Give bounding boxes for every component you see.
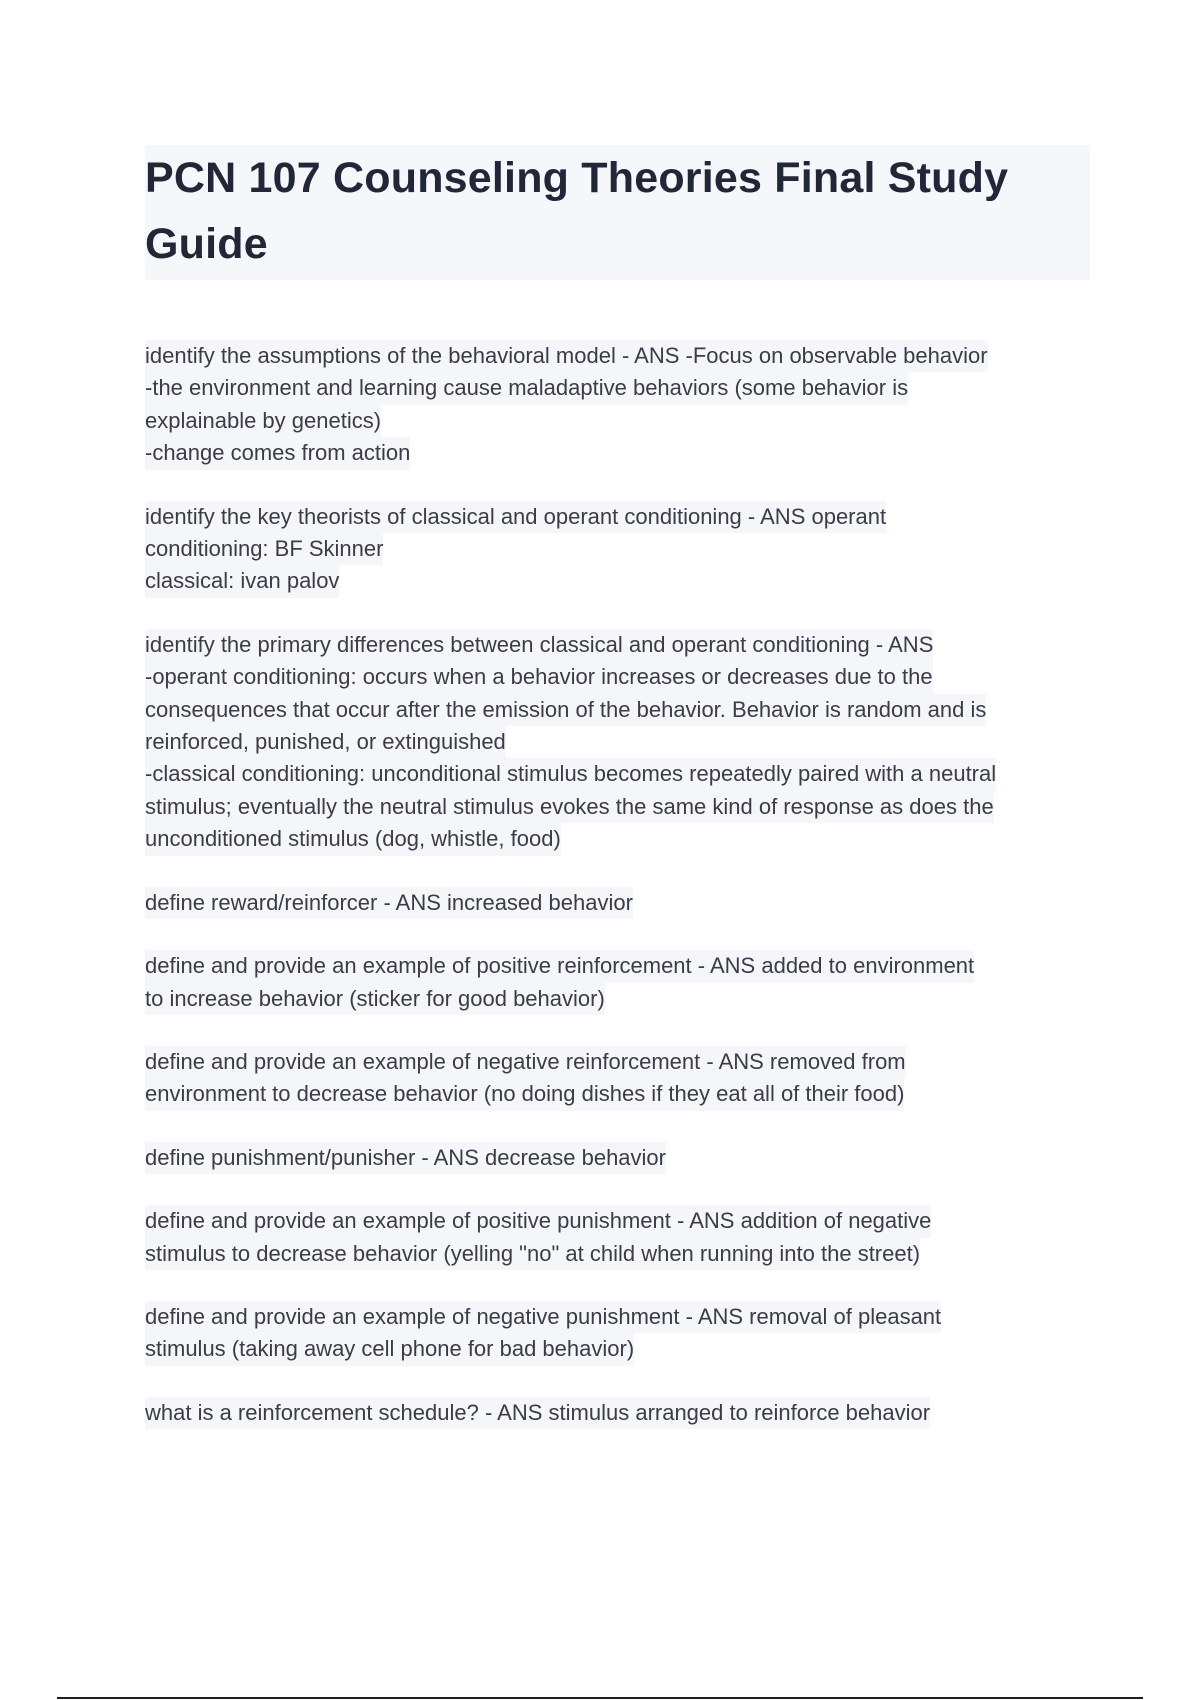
- text-line: consequences that occur after the emission of the behavior. Behavior is random and is: [145, 694, 986, 726]
- study-guide-content: [145, 340, 1095, 1460]
- text-line: stimulus; eventually the neutral stimulus evokes the same kind of response as does the: [145, 791, 994, 823]
- text-line: identify the key theorists of classical and operant conditioning - ANS operant: [145, 501, 886, 533]
- qa-entry-positive-reinforcement: [145, 950, 1095, 1015]
- text-line: to increase behavior (sticker for good behavior): [145, 983, 605, 1015]
- qa-entry-reinforcement-schedule: [145, 1397, 1095, 1429]
- text-line: classical: ivan palov: [145, 565, 339, 597]
- text-line: environment to decrease behavior (no doing dishes if they eat all of their food): [145, 1078, 904, 1110]
- text-line: -operant conditioning: occurs when a behavior increases or decreases due to the: [145, 661, 933, 693]
- qa-entry-conditioning-differences: [145, 629, 1095, 856]
- text-line: conditioning: BF Skinner: [145, 533, 383, 565]
- text-line: -classical conditioning: unconditional stimulus becomes repeatedly paired with a neutral: [145, 758, 996, 790]
- text-line: reinforced, punished, or extinguished: [145, 726, 506, 758]
- text-line: unconditioned stimulus (dog, whistle, food): [145, 823, 561, 855]
- text-line: -change comes from action: [145, 437, 410, 469]
- qa-entry-negative-reinforcement: [145, 1046, 1095, 1111]
- qa-entry-reward-reinforcer: [145, 887, 1095, 919]
- text-line: stimulus (taking away cell phone for bad behavior): [145, 1333, 634, 1365]
- qa-entry-positive-punishment: [145, 1205, 1095, 1270]
- qa-entry-key-theorists: [145, 501, 1095, 598]
- text-line: explainable by genetics): [145, 405, 381, 437]
- text-line: -the environment and learning cause maladaptive behaviors (some behavior is: [145, 372, 908, 404]
- page-title: PCN 107 Counseling Theories Final Study Guide: [145, 154, 1009, 268]
- text-line: what is a reinforcement schedule? - ANS stimulus arranged to reinforce behavior: [145, 1397, 930, 1429]
- text-line: define punishment/punisher - ANS decrease behavior: [145, 1142, 666, 1174]
- qa-entry-punishment-punisher: [145, 1142, 1095, 1174]
- text-line: define and provide an example of positive punishment - ANS addition of negative: [145, 1205, 931, 1237]
- text-line: define and provide an example of positive reinforcement - ANS added to environment: [145, 950, 974, 982]
- footer-divider: [57, 1697, 1143, 1699]
- title-block: [145, 145, 1090, 280]
- qa-entry-behavioral-assumptions: [145, 340, 1095, 470]
- text-line: stimulus to decrease behavior (yelling "no" at child when running into the street): [145, 1238, 920, 1270]
- text-line: identify the primary differences between classical and operant conditioning - ANS: [145, 629, 933, 661]
- text-line: identify the assumptions of the behavioral model - ANS -Focus on observable behavior: [145, 340, 988, 372]
- text-line: define reward/reinforcer - ANS increased behavior: [145, 887, 633, 919]
- qa-entry-negative-punishment: [145, 1301, 1095, 1366]
- text-line: define and provide an example of negative reinforcement - ANS removed from: [145, 1046, 906, 1078]
- text-line: define and provide an example of negative punishment - ANS removal of pleasant: [145, 1301, 941, 1333]
